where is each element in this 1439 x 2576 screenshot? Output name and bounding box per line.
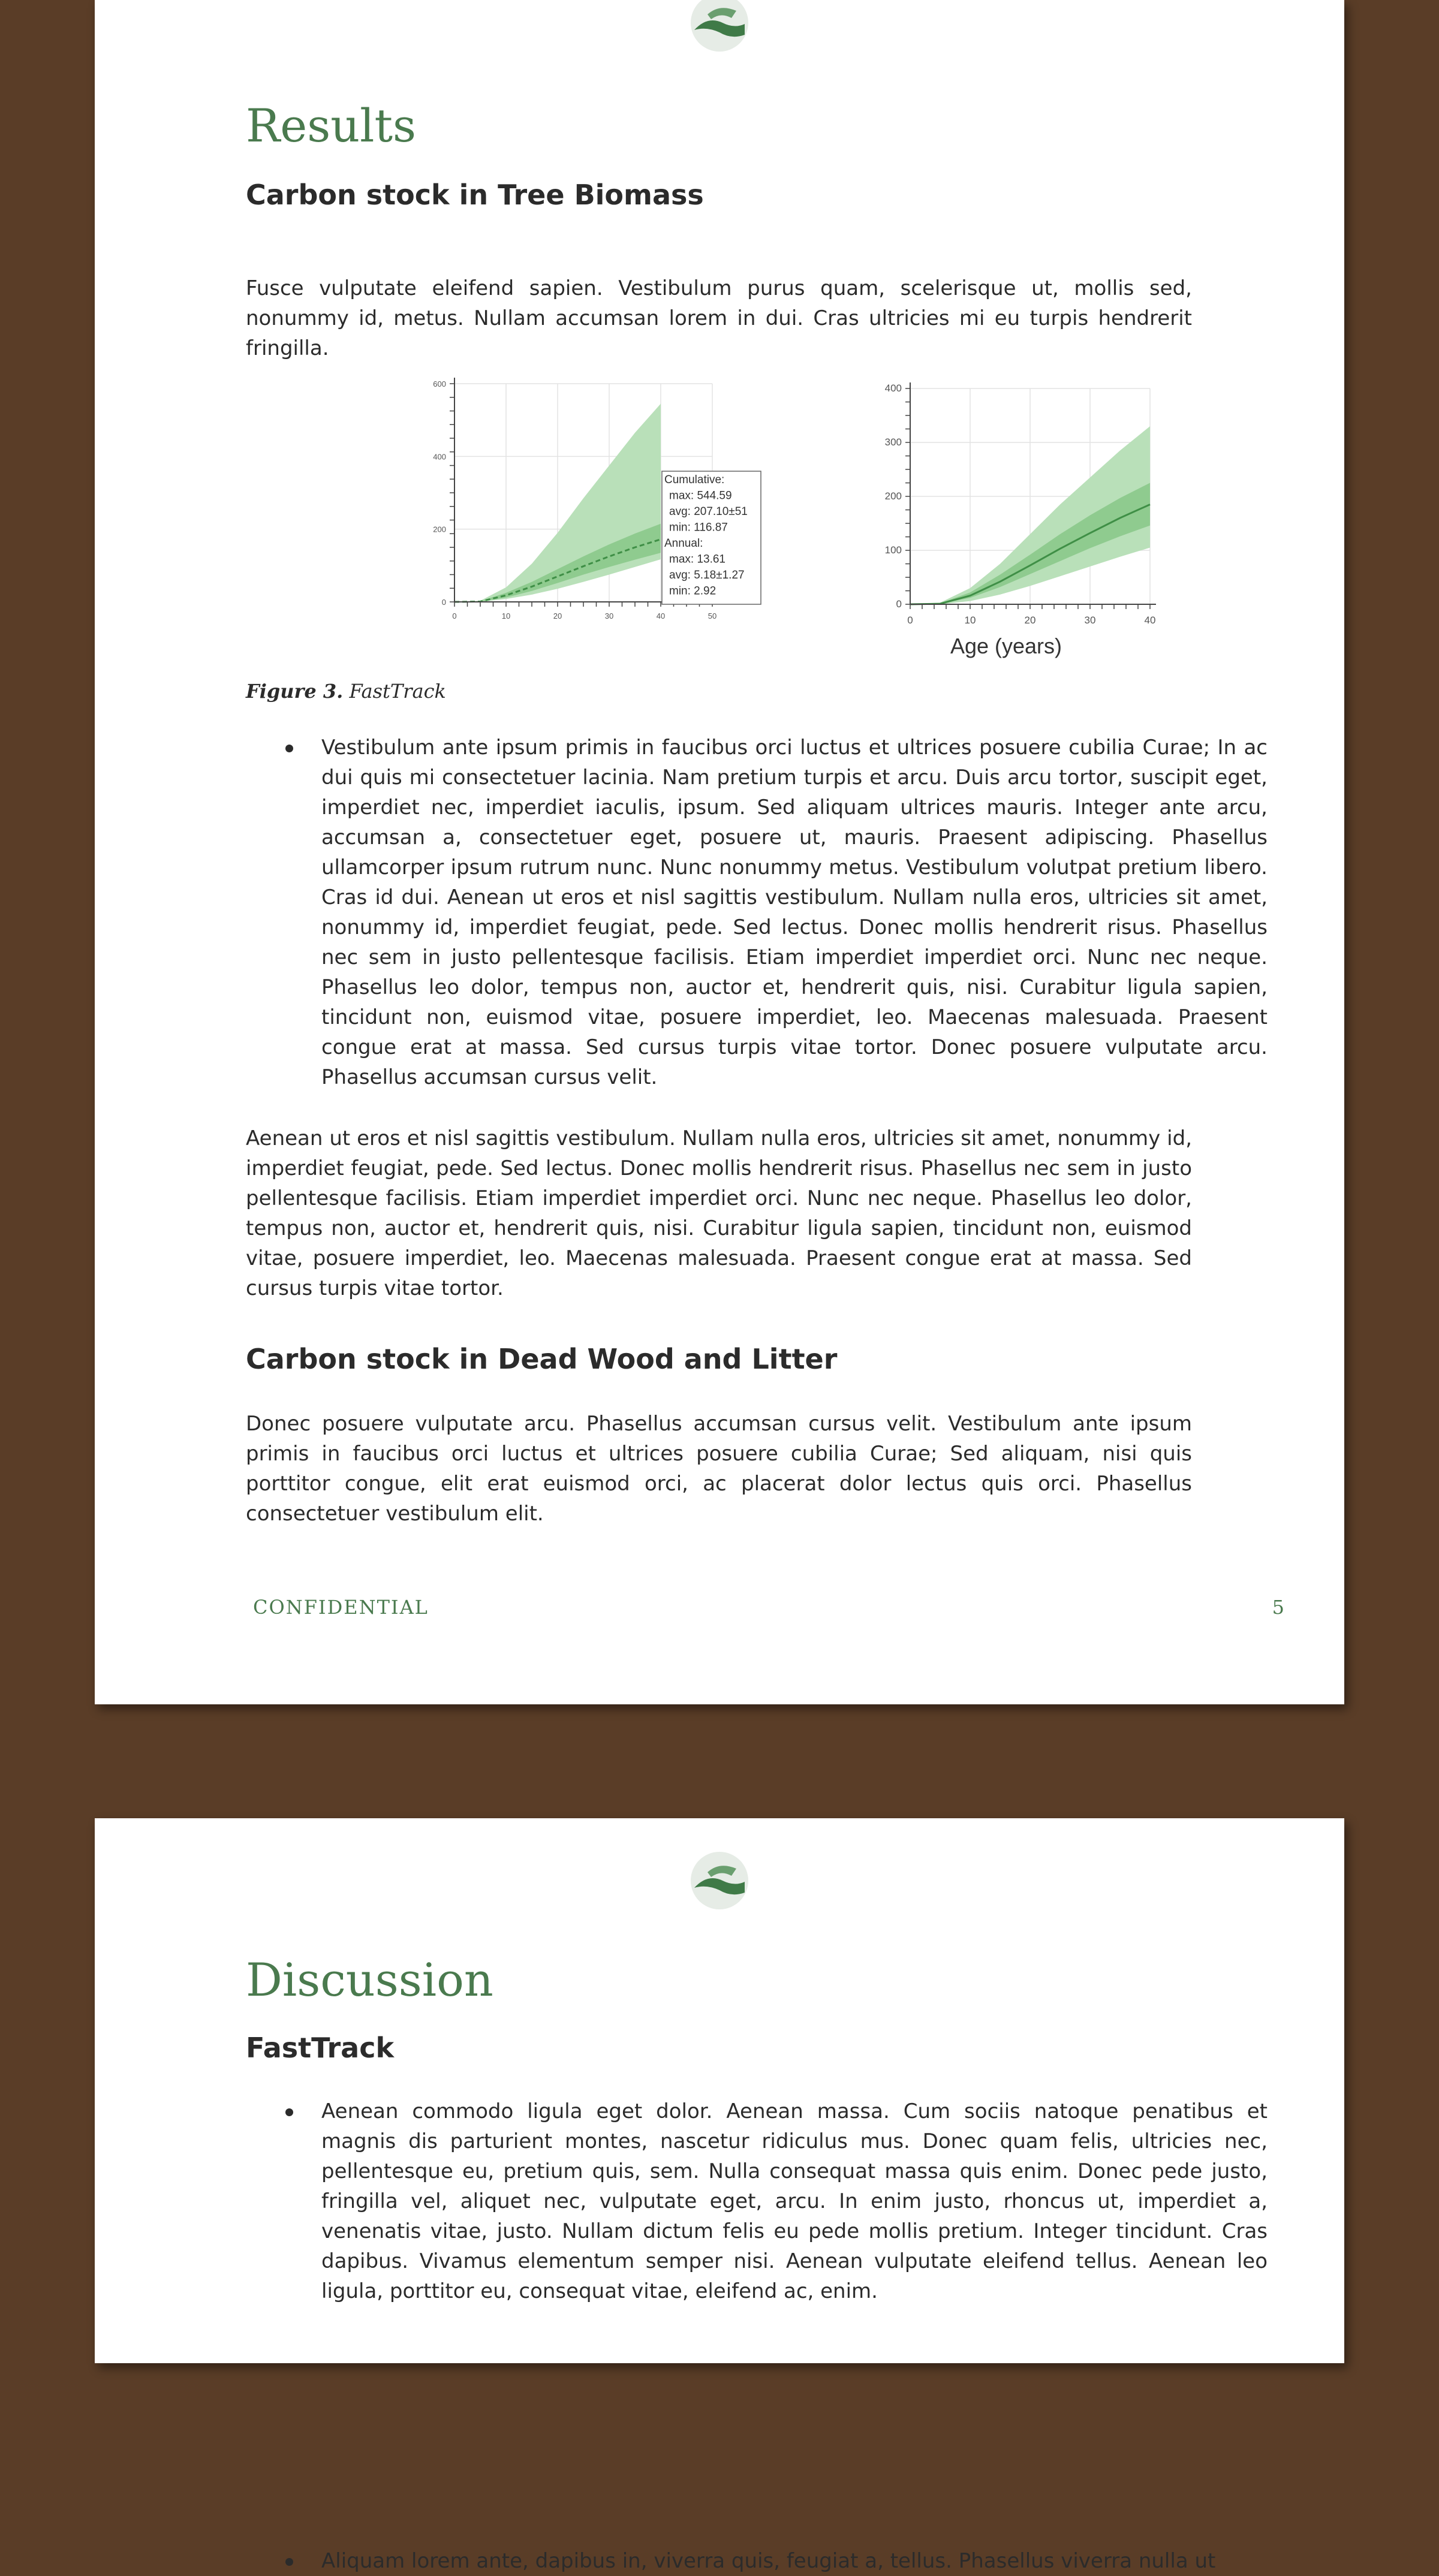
intro-paragraph: Fusce vulputate eleifend sapien. Vestibulum purus quam, scelerisque ut, mollis sed, nonummy id, metus. Nullam accumsan lorem in dui. Cras ultricies mi eu turpis hendrerit fringilla. — [246, 276, 1192, 360]
logo-icon — [690, 0, 749, 53]
results-section — [246, 98, 1192, 153]
chart-cumulative — [329, 372, 772, 641]
y-tick-label: 400 — [433, 452, 446, 462]
section-heading-dead-wood: Carbon stock in Dead Wood and Litter — [246, 1343, 838, 1375]
x-tick-label: 10 — [501, 611, 511, 620]
x-tick-label: 40 — [656, 611, 666, 620]
chart-age — [766, 370, 1198, 670]
x-tick-label: 20 — [1024, 614, 1036, 626]
page-title: Results — [246, 99, 416, 152]
body-paragraph: Aenean ut eros et nisl sagittis vestibulum. Nullam nulla eros, ultricies sit amet, nonummy id, imperdiet feugiat, pede. Sed lectus. Donec mollis hendrerit risus. Phasellus nec sem in justo pellentesque facilisis. Etiam imperdiet imperdiet orci. Nunc nec neque. Phasellus leo dolor, tempus non, auctor et, hendrerit quis, nisi. Curabitur ligula sapien, tincidunt non, euismod vitae, posuere imperdiet, leo. Maecenas malesuada. Praesent congue erat at massa. Sed cursus turpis vitae tortor. — [246, 1126, 1192, 1300]
y-tick-label: 400 — [884, 382, 902, 394]
section-heading-tree-biomass: Carbon stock in Tree Biomass — [246, 179, 704, 211]
y-tick-label: 600 — [433, 379, 446, 388]
y-tick-label: 0 — [441, 598, 446, 607]
page-6 — [95, 1818, 1344, 2573]
x-tick-label: 20 — [553, 611, 562, 620]
x-tick-label: 10 — [964, 614, 976, 626]
tooltip-line: max: 544.59 — [669, 489, 732, 502]
figure-caption-text: FastTrack — [349, 680, 446, 703]
page-5 — [95, 0, 1344, 1704]
figure-caption — [246, 680, 1192, 703]
bullet-icon — [285, 2108, 293, 2116]
list-item — [246, 2096, 1268, 2306]
bullet-text: Vestibulum ante ipsum primis in faucibus orci luctus et ultrices posuere cubilia Curae; In ac dui quis mi consectetuer lacinia. Nam pretium turpis et arcu. Duis arcu tortor, suscipit eget, imperdiet nec, imperdiet iaculis, ipsum. Sed aliquam ultrices mauris. Integer ante arcu, accumsan a, consectetuer eget, posuere ut, mauris. Praesent adipiscing. Phasellus ullamcorper ipsum rutrum nunc. Nunc nonummy metus. Vestibulum volutpat pretium libero. Cras id dui. Aenean ut eros et nisl sagittis vestibulum. Nullam nulla eros, ultricies sit amet, nonummy id, imperdiet feugiat, pede. Sed lectus. Donec mollis hendrerit risus. Phasellus nec sem in justo pellentesque facilisis. Etiam imperdiet imperdiet orci. Nunc nec neque. Phasellus leo dolor, tempus non, auctor et, hendrerit quis, nisi. Curabitur ligula sapien, tincidunt non, euismod vitae, posuere imperdiet, leo. Maecenas malesuada. Praesent congue erat at massa. Sed cursus turpis vitae tortor. Donec posuere vulputate arcu. Phasellus accumsan cursus velit. — [321, 736, 1268, 1089]
y-tick-label: 100 — [884, 544, 902, 556]
list-item — [246, 2546, 1268, 2576]
list-item — [246, 733, 1268, 1092]
tooltip-line: max: 13.61 — [669, 553, 725, 566]
x-tick-label: 30 — [1084, 614, 1096, 626]
tooltip-line: min: 116.87 — [669, 521, 728, 534]
x-tick-label: 50 — [708, 611, 717, 620]
logo-icon — [690, 1851, 749, 1911]
y-tick-label: 200 — [884, 490, 902, 502]
tooltip-line: Annual: — [664, 537, 703, 550]
section-heading-fasttrack: FastTrack — [246, 2032, 395, 2064]
bullet-icon — [285, 745, 293, 752]
tooltip-line: min: 2.92 — [669, 585, 717, 598]
tooltip-line: avg: 207.10±51 — [669, 505, 748, 518]
page-footer — [253, 1596, 1284, 1619]
x-tick-label: 40 — [1144, 614, 1156, 626]
bullet-text: Aenean commodo ligula eget dolor. Aenean massa. Cum sociis natoque penatibus et magnis dis parturient montes, nascetur ridiculus mus. Donec quam felis, ultricies nec, pellentesque eu, pretium quis, sem. Nulla consequat massa quis enim. Donec pede justo, fringilla vel, aliquet nec, vulputate eget, arcu. In enim justo, rhoncus ut, imperdiet a, venenatis vitae, justo. Nullam dictum felis eu pede mollis pretium. Integer tincidunt. Cras dapibus. Vivamus elementum semper nisi. Aenean vulputate eleifend tellus. Aenean leo ligula, porttitor eu, consequat vitae, eleifend ac, enim. — [321, 2099, 1268, 2303]
confidential-label: CONFIDENTIAL — [253, 1596, 429, 1619]
bullet-text: Aliquam lorem ante, dapibus in, viverra quis, feugiat a, tellus. Phasellus viverra nulla ut — [321, 2549, 1216, 2573]
x-axis-label: Age (years) — [950, 634, 1062, 658]
bullet-icon — [285, 2558, 293, 2566]
x-tick-label: 0 — [907, 614, 913, 626]
tooltip-line: Cumulative: — [664, 474, 725, 486]
y-tick-label: 0 — [896, 598, 902, 610]
y-tick-label: 200 — [433, 525, 446, 534]
page-title: Discussion — [246, 1953, 493, 2006]
x-tick-label: 30 — [604, 611, 614, 620]
page-number: 5 — [1272, 1596, 1284, 1619]
tooltip-line: avg: 5.18±1.27 — [669, 569, 745, 582]
x-tick-label: 0 — [452, 611, 457, 620]
chart-tooltip — [662, 471, 761, 604]
figure-caption-label: Figure 3. — [246, 680, 344, 703]
y-tick-label: 300 — [884, 436, 902, 448]
body-paragraph: Donec posuere vulputate arcu. Phasellus accumsan cursus velit. Vestibulum ante ipsum primis in faucibus orci luctus et ultrices posuere cubilia Curae; Sed aliquam, nisi quis porttitor congue, elit erat euismod orci, ac placerat dolor lectus quis orci. Phasellus consectetuer vestibulum elit. — [246, 1412, 1192, 1526]
